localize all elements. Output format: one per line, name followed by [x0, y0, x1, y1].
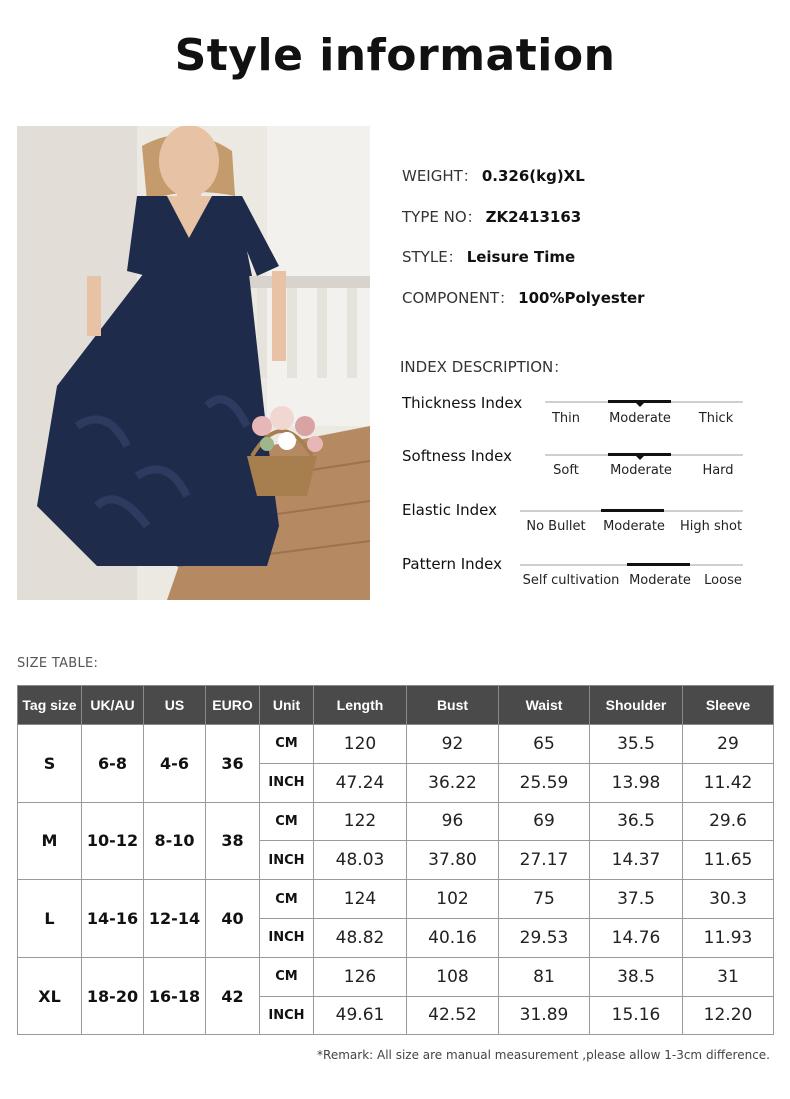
- sleeve-cell: 12.20: [683, 996, 774, 1035]
- waist-cell: 69: [499, 802, 590, 841]
- softness-option: Moderate: [610, 463, 672, 478]
- tag-size-cell: XL: [18, 957, 82, 1035]
- euro-cell: 40: [206, 880, 260, 958]
- column-header: Waist: [499, 686, 590, 725]
- unit-cell: CM: [260, 880, 314, 919]
- waist-cell: 27.17: [499, 841, 590, 880]
- shoulder-cell: 38.5: [590, 957, 683, 996]
- sleeve-cell: 11.93: [683, 918, 774, 957]
- spec-value: 100%Polyester: [518, 289, 645, 307]
- column-header: UK/AU: [82, 686, 144, 725]
- elastic-index-label: Elastic Index: [402, 501, 498, 519]
- us-cell: 8-10: [144, 802, 206, 880]
- bust-cell: 40.16: [407, 918, 499, 957]
- shoulder-cell: 36.5: [590, 802, 683, 841]
- uk-au-cell: 18-20: [82, 957, 144, 1035]
- bust-cell: 108: [407, 957, 499, 996]
- table-header-row: [18, 686, 774, 725]
- spec-key: STYLE：: [402, 248, 463, 266]
- spec-weight: [402, 165, 585, 186]
- remark-note: *Remark: All size are manual measurement ,please allow 1-3cm difference.: [317, 1048, 770, 1062]
- pattern-option: Loose: [704, 573, 742, 588]
- length-cell: 124: [314, 880, 407, 919]
- length-cell: 49.61: [314, 996, 407, 1035]
- spec-key: COMPONENT：: [402, 289, 515, 307]
- pattern-option: Self cultivation: [522, 573, 620, 588]
- table-row: [18, 725, 774, 764]
- unit-cell: INCH: [260, 841, 314, 880]
- tag-size-cell: S: [18, 725, 82, 803]
- spec-value: 0.326(kg)XL: [481, 167, 585, 185]
- table-row: [18, 880, 774, 919]
- waist-cell: 75: [499, 880, 590, 919]
- shoulder-cell: 14.76: [590, 918, 683, 957]
- waist-cell: 81: [499, 957, 590, 996]
- euro-cell: 38: [206, 802, 260, 880]
- elastic-option: No Bullet: [526, 519, 586, 534]
- table-row: [18, 802, 774, 841]
- shoulder-cell: 14.37: [590, 841, 683, 880]
- elastic-index-marker: [601, 509, 664, 512]
- unit-cell: INCH: [260, 918, 314, 957]
- sleeve-cell: 29.6: [683, 802, 774, 841]
- spec-type-no: [402, 206, 581, 227]
- bust-cell: 102: [407, 880, 499, 919]
- sleeve-cell: 11.65: [683, 841, 774, 880]
- column-header: Shoulder: [590, 686, 683, 725]
- softness-index-label: Softness Index: [402, 447, 513, 465]
- waist-cell: 31.89: [499, 996, 590, 1035]
- thickness-index-label: Thickness Index: [402, 394, 523, 412]
- length-cell: 122: [314, 802, 407, 841]
- index-description-title: INDEX DESCRIPTION：: [400, 358, 569, 376]
- column-header: US: [144, 686, 206, 725]
- unit-cell: INCH: [260, 996, 314, 1035]
- length-cell: 47.24: [314, 763, 407, 802]
- column-header: Bust: [407, 686, 499, 725]
- pattern-index-marker: [627, 563, 690, 566]
- spec-key: TYPE NO：: [402, 208, 482, 226]
- softness-option: Hard: [702, 463, 734, 478]
- softness-option: Soft: [553, 463, 579, 478]
- spec-value: Leisure Time: [466, 248, 576, 266]
- unit-cell: CM: [260, 957, 314, 996]
- us-cell: 12-14: [144, 880, 206, 958]
- us-cell: 4-6: [144, 725, 206, 803]
- spec-value: ZK2413163: [485, 208, 582, 226]
- softness-index-pointer: [636, 456, 644, 460]
- us-cell: 16-18: [144, 957, 206, 1035]
- shoulder-cell: 37.5: [590, 880, 683, 919]
- column-header: Unit: [260, 686, 314, 725]
- waist-cell: 29.53: [499, 918, 590, 957]
- column-header: Tag size: [18, 686, 82, 725]
- bust-cell: 42.52: [407, 996, 499, 1035]
- sleeve-cell: 30.3: [683, 880, 774, 919]
- length-cell: 120: [314, 725, 407, 764]
- length-cell: 48.03: [314, 841, 407, 880]
- uk-au-cell: 14-16: [82, 880, 144, 958]
- bust-cell: 37.80: [407, 841, 499, 880]
- bust-cell: 96: [407, 802, 499, 841]
- spec-style: [402, 246, 575, 267]
- unit-cell: CM: [260, 802, 314, 841]
- tag-size-cell: L: [18, 880, 82, 958]
- elastic-option: Moderate: [603, 519, 665, 534]
- product-photo: [17, 126, 370, 600]
- unit-cell: CM: [260, 725, 314, 764]
- table-row: [18, 957, 774, 996]
- column-header: Sleeve: [683, 686, 774, 725]
- euro-cell: 42: [206, 957, 260, 1035]
- bust-cell: 36.22: [407, 763, 499, 802]
- sleeve-cell: 29: [683, 725, 774, 764]
- thickness-option: Thin: [551, 411, 581, 426]
- thickness-option: Thick: [698, 411, 734, 426]
- bust-cell: 92: [407, 725, 499, 764]
- tag-size-cell: M: [18, 802, 82, 880]
- length-cell: 126: [314, 957, 407, 996]
- pattern-option: Moderate: [629, 573, 691, 588]
- sleeve-cell: 31: [683, 957, 774, 996]
- elastic-option: High shot: [679, 519, 743, 534]
- spec-component: [402, 287, 645, 308]
- pattern-index-label: Pattern Index: [402, 555, 503, 573]
- euro-cell: 36: [206, 725, 260, 803]
- waist-cell: 25.59: [499, 763, 590, 802]
- thickness-option: Moderate: [609, 411, 671, 426]
- thickness-index-pointer: [636, 403, 644, 407]
- spec-key: WEIGHT：: [402, 167, 478, 185]
- unit-cell: INCH: [260, 763, 314, 802]
- length-cell: 48.82: [314, 918, 407, 957]
- shoulder-cell: 15.16: [590, 996, 683, 1035]
- shoulder-cell: 13.98: [590, 763, 683, 802]
- waist-cell: 65: [499, 725, 590, 764]
- size-table-caption: SIZE TABLE:: [17, 656, 99, 671]
- column-header: Length: [314, 686, 407, 725]
- column-header: EURO: [206, 686, 260, 725]
- page-title: Style information: [174, 30, 616, 81]
- uk-au-cell: 6-8: [82, 725, 144, 803]
- uk-au-cell: 10-12: [82, 802, 144, 880]
- shoulder-cell: 35.5: [590, 725, 683, 764]
- sleeve-cell: 11.42: [683, 763, 774, 802]
- size-table: [17, 685, 774, 1035]
